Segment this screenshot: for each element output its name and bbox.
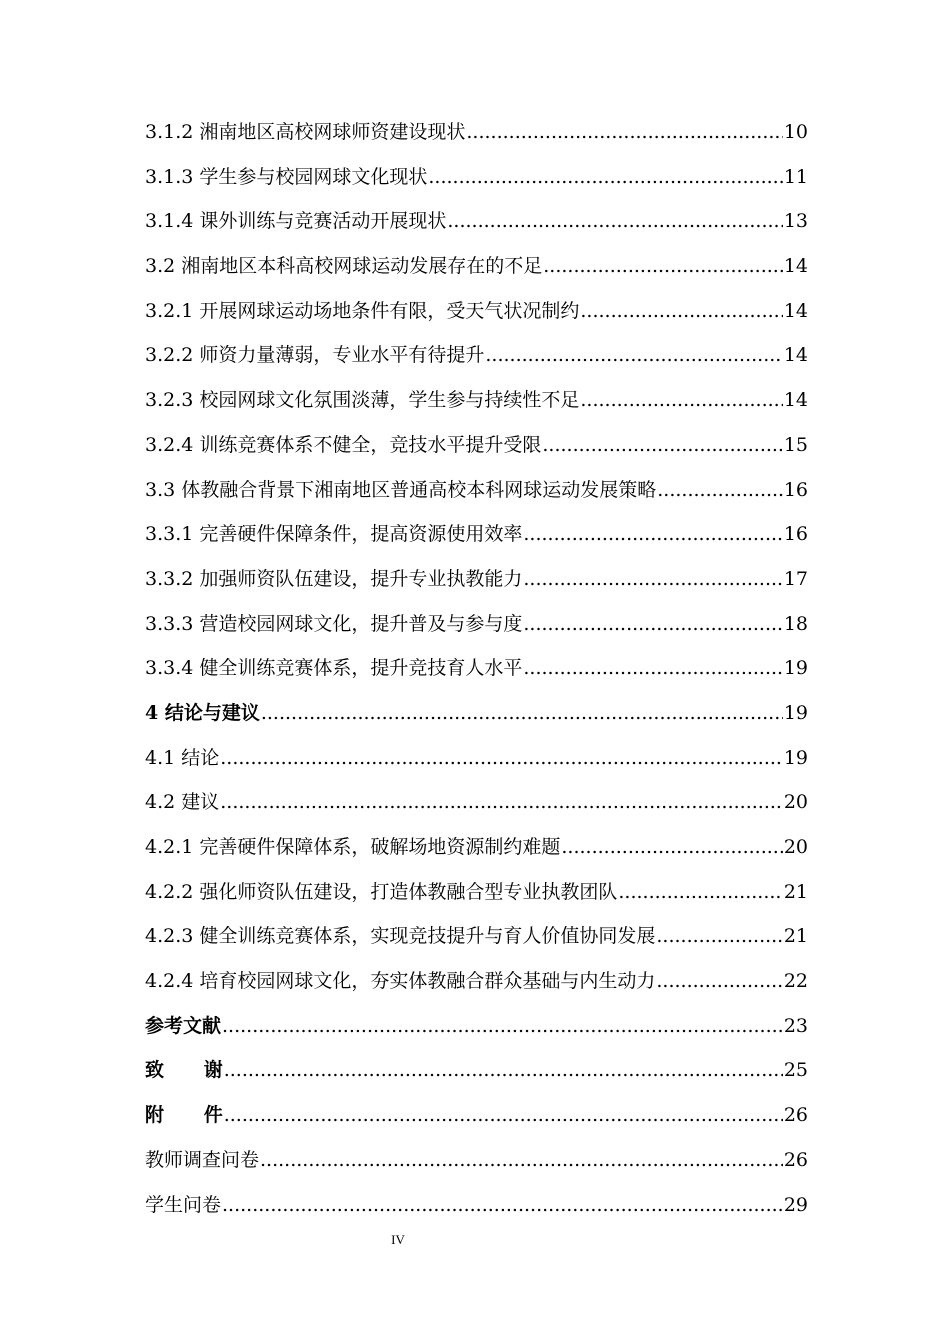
toc-leader-dots <box>485 333 782 378</box>
toc-leader-dots <box>466 110 782 155</box>
toc-entry-label: 3.3.2 加强师资队伍建设，提升专业执教能力 <box>145 567 523 590</box>
toc-leader-dots <box>523 646 782 691</box>
toc-entry-page: 16 <box>783 478 808 501</box>
toc-entry-label: 4.2.3 健全训练竞赛体系，实现竞技提升与育人价值协同发展 <box>145 925 656 948</box>
toc-entry-label: 参考文献 <box>145 1014 222 1037</box>
toc-entry[interactable] <box>145 646 808 691</box>
toc-entry[interactable] <box>145 602 808 647</box>
toc-entry-page: 19 <box>783 701 808 724</box>
toc-entry-label: 3.2 湘南地区本科高校网球运动发展存在的不足 <box>145 255 543 278</box>
toc-entry-label: 4.2.4 培育校园网球文化，夯实体教融合群众基础与内生动力 <box>145 970 656 993</box>
toc-entry-page: 26 <box>783 1104 808 1127</box>
toc-entry-label: 3.2.3 校园网球文化氛围淡薄，学生参与持续性不足 <box>145 389 580 412</box>
toc-entry[interactable] <box>145 378 808 423</box>
toc-entry[interactable] <box>145 423 808 468</box>
toc-entry-label: 3.3.4 健全训练竞赛体系，提升竞技育人水平 <box>145 657 523 680</box>
toc-entry-page: 18 <box>783 612 808 635</box>
toc-entry[interactable] <box>145 289 808 334</box>
toc-entry-label: 4.2.2 强化师资队伍建设，打造体教融合型专业执教团队 <box>145 880 618 903</box>
toc-leader-dots <box>580 378 782 423</box>
toc-entry-page: 29 <box>783 1193 808 1216</box>
toc-entry[interactable] <box>145 557 808 602</box>
toc-entry[interactable] <box>145 1138 808 1183</box>
toc-entry[interactable] <box>145 1004 808 1049</box>
toc-entry-page: 17 <box>783 567 808 590</box>
toc-entry-page: 21 <box>783 925 808 948</box>
toc-entry[interactable] <box>145 870 808 915</box>
toc-entry-label: 3.2.1 开展网球运动场地条件有限，受天气状况制约 <box>145 299 580 322</box>
toc-entry-label: 3.2.2 师资力量薄弱，专业水平有待提升 <box>145 344 485 367</box>
toc-entry-page: 20 <box>783 791 808 814</box>
toc-leader-dots <box>260 1138 783 1183</box>
toc-leader-dots <box>261 691 783 736</box>
toc-entry-label: 4.2.1 完善硬件保障体系，破解场地资源制约难题 <box>145 836 561 858</box>
toc-leader-dots <box>656 959 782 1004</box>
toc-leader-dots <box>220 780 783 825</box>
toc-leader-dots <box>618 870 782 915</box>
table-of-contents <box>145 110 808 1227</box>
toc-leader-dots <box>224 1048 783 1093</box>
toc-entry[interactable] <box>145 512 808 557</box>
toc-entry-page: 26 <box>783 1148 808 1171</box>
toc-leader-dots <box>523 602 782 647</box>
toc-entry-page: 22 <box>783 970 808 993</box>
toc-entry-label: 教师调查问卷 <box>145 1148 260 1171</box>
toc-entry[interactable] <box>145 244 808 289</box>
toc-leader-dots <box>561 825 782 870</box>
toc-entry-label: 3.2.4 训练竞赛体系不健全，竞技水平提升受限 <box>145 433 542 456</box>
toc-entry-page: 15 <box>783 433 808 456</box>
toc-entry-page: 14 <box>783 299 808 322</box>
toc-entry-label: 致 谢 <box>145 1059 223 1082</box>
toc-entry-label: 3.3 体教融合背景下湘南地区普通高校本科网球运动发展策略 <box>145 478 657 501</box>
toc-entry-label: 附 件 <box>145 1104 223 1127</box>
toc-leader-dots <box>224 1093 783 1138</box>
toc-leader-dots <box>222 1183 783 1228</box>
toc-leader-dots <box>447 199 782 244</box>
toc-entry[interactable] <box>145 914 808 959</box>
toc-entry[interactable] <box>145 333 808 378</box>
toc-entry-page: 23 <box>783 1014 808 1037</box>
toc-entry-page: 10 <box>783 121 808 143</box>
toc-entry-page: 16 <box>783 523 808 546</box>
toc-entry-page: 21 <box>783 880 808 903</box>
toc-leader-dots <box>542 423 782 468</box>
toc-leader-dots <box>656 914 782 959</box>
toc-entry[interactable] <box>145 736 808 781</box>
toc-entry-page: 20 <box>783 836 808 858</box>
toc-entry-label: 4 结论与建议 <box>145 701 260 724</box>
toc-entry-label: 4.1 结论 <box>145 746 220 769</box>
toc-entry-page: 14 <box>783 344 808 367</box>
toc-leader-dots <box>543 244 783 289</box>
toc-leader-dots <box>657 468 783 513</box>
toc-leader-dots <box>428 155 782 200</box>
toc-entry-page: 19 <box>783 657 808 680</box>
toc-entry[interactable] <box>145 110 808 155</box>
toc-leader-dots <box>523 557 782 602</box>
toc-leader-dots <box>222 1004 783 1049</box>
toc-entry-label: 3.3.1 完善硬件保障条件，提高资源使用效率 <box>145 523 523 546</box>
toc-leader-dots <box>580 289 782 334</box>
toc-entry[interactable] <box>145 691 808 736</box>
toc-entry-label: 3.1.2 湘南地区高校网球师资建设现状 <box>145 121 466 143</box>
toc-entry[interactable] <box>145 468 808 513</box>
toc-entry-label: 3.3.3 营造校园网球文化，提升普及与参与度 <box>145 612 523 635</box>
toc-entry-page: 19 <box>783 746 808 769</box>
toc-entry-label: 3.1.4 课外训练与竞赛活动开展现状 <box>145 210 447 233</box>
toc-leader-dots <box>523 512 782 557</box>
page-number: IV <box>391 1232 405 1247</box>
toc-entry[interactable] <box>145 780 808 825</box>
toc-entry-label: 学生问卷 <box>145 1193 222 1216</box>
toc-entry[interactable] <box>145 1093 808 1138</box>
toc-entry[interactable] <box>145 199 808 244</box>
toc-entry-label: 3.1.3 学生参与校园网球文化现状 <box>145 165 428 188</box>
toc-entry[interactable] <box>145 959 808 1004</box>
toc-leader-dots <box>220 736 783 781</box>
toc-entry[interactable] <box>145 1048 808 1093</box>
toc-entry[interactable] <box>145 1183 808 1228</box>
toc-entry-page: 25 <box>783 1059 808 1082</box>
toc-entry-page: 14 <box>783 389 808 412</box>
toc-entry-page: 13 <box>783 210 808 233</box>
toc-entry-label: 4.2 建议 <box>145 791 220 814</box>
toc-entry[interactable] <box>145 825 808 870</box>
toc-entry-page: 14 <box>783 255 808 278</box>
toc-entry[interactable] <box>145 155 808 200</box>
toc-entry-page: 11 <box>783 165 808 188</box>
